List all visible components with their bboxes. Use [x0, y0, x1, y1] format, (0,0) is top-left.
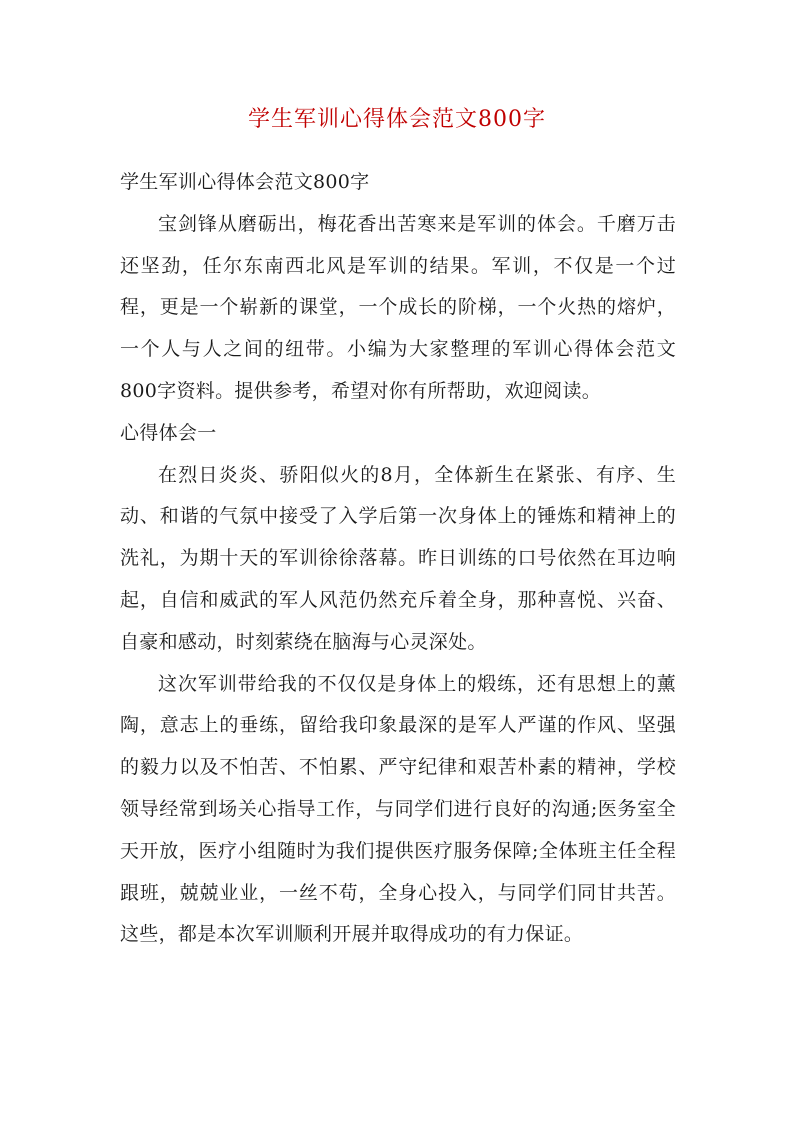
section-paragraph-1: 在烈日炎炎、骄阳似火的8月，全体新生在紧张、有序、生动、和谐的气氛中接受了入学后第一次身体上的锤炼和精神上的洗礼，为期十天的军训徐徐落幕。昨日训练的口号依然在耳边响起，自信和威武的军人风范仍然充斥着全身，那种喜悦、兴奋、自豪和感动，时刻萦绕在脑海与心灵深处。 — [120, 463, 676, 653]
intro-paragraph: 宝剑锋从磨砺出，梅花香出苦寒来是军训的体会。千磨万击还坚劲，任尔东南西北风是军训的结果。军训，不仅是一个过程，更是一个崭新的课堂，一个成长的阶梯，一个火热的熔炉，一个人与人之间的纽带。小编为大家整理的军训心得体会范文800字资料。提供参考，希望对你有所帮助，欢迎阅读。 — [120, 212, 676, 402]
section-heading: 心得体会一 — [120, 421, 217, 444]
section-paragraph-2: 这次军训带给我的不仅仅是身体上的煅练，还有思想上的薰陶，意志上的垂练，留给我印象最深的是军人严谨的作风、坚强的毅力以及不怕苦、不怕累、严守纪律和艰苦朴素的精神，学校领导经常到场关心指导工作，与同学们进行良好的沟通;医务室全天开放，医疗小组随时为我们提供医疗服务保障;全体班主任全程跟班，兢兢业业，一丝不苟，全身心投入，与同学们同甘共苦。这些，都是本次军训顺利开展并取得成功的有力保证。 — [120, 672, 676, 946]
document-title: 学生军训心得体会范文800字 — [248, 107, 546, 132]
document-subtitle: 学生军训心得体会范文800字 — [120, 171, 370, 193]
document-body — [120, 162, 676, 956]
